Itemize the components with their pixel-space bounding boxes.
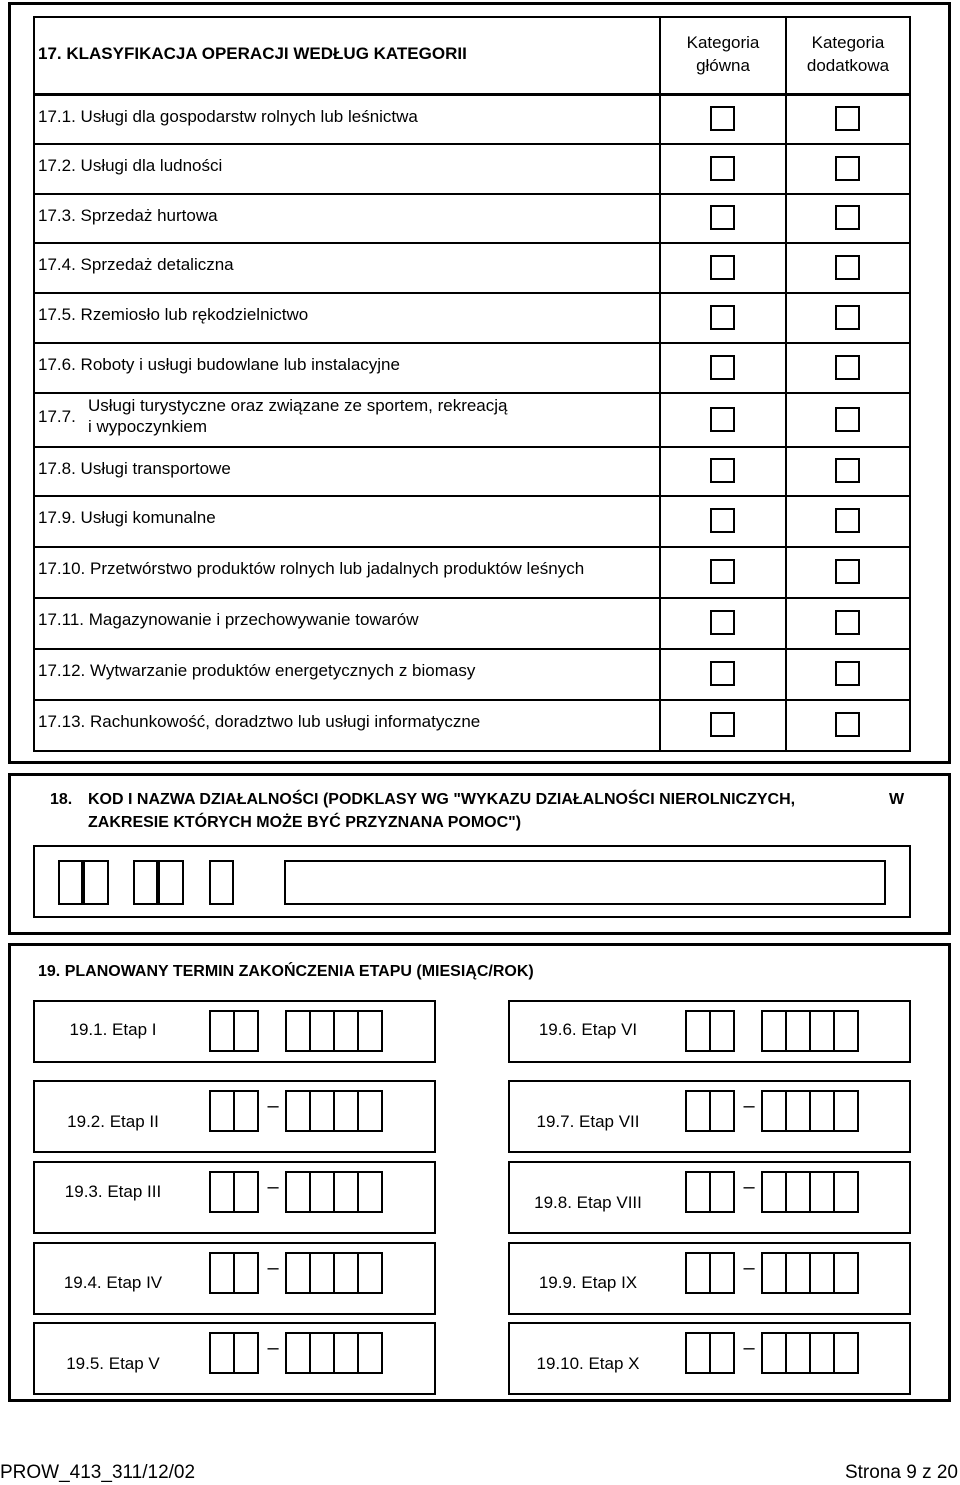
- section-18-title-w: W: [889, 791, 905, 808]
- category-number: 17.10.: [38, 559, 86, 578]
- main-category-checkbox[interactable]: [710, 305, 735, 330]
- month-digit[interactable]: [709, 1171, 735, 1213]
- month-digit[interactable]: [709, 1252, 735, 1294]
- year-digit[interactable]: [761, 1010, 787, 1052]
- additional-category-checkbox[interactable]: [835, 712, 860, 737]
- main-category-checkbox[interactable]: [710, 205, 735, 230]
- year-digit[interactable]: [285, 1332, 311, 1374]
- year-digit[interactable]: [833, 1010, 859, 1052]
- additional-category-checkbox[interactable]: [835, 305, 860, 330]
- additional-category-checkbox[interactable]: [835, 407, 860, 432]
- category-text: Rzemiosło lub rękodzielnictwo: [80, 305, 309, 324]
- main-category-checkbox[interactable]: [710, 559, 735, 584]
- category-number: 17.9.: [38, 508, 76, 527]
- additional-category-checkbox[interactable]: [835, 661, 860, 686]
- year-digit[interactable]: [833, 1332, 859, 1374]
- code-digit-5[interactable]: [209, 860, 234, 905]
- stage-label: 19.1. Etap I: [69, 1020, 157, 1039]
- category-text: Sprzedaż hurtowa: [80, 206, 218, 225]
- stage-label: 19.2. Etap II: [67, 1112, 159, 1131]
- month-digit[interactable]: [209, 1010, 235, 1052]
- month-digit[interactable]: [685, 1010, 711, 1052]
- category-label: [38, 107, 418, 127]
- year-digit[interactable]: [333, 1252, 359, 1294]
- month-digit[interactable]: [709, 1010, 735, 1052]
- month-digit[interactable]: [685, 1090, 711, 1132]
- year-digit[interactable]: [357, 1171, 383, 1213]
- footer-page-number: Strona 9 z 20: [844, 1462, 958, 1483]
- category-label: [38, 712, 480, 732]
- category-number: 17.7.: [38, 407, 76, 426]
- year-digit[interactable]: [309, 1252, 335, 1294]
- year-digit[interactable]: [833, 1171, 859, 1213]
- stage-label: 19.10. Etap X: [536, 1354, 640, 1373]
- year-digit[interactable]: [357, 1332, 383, 1374]
- section-18-title-line1: KOD I NAZWA DZIAŁALNOŚCI (PODKLASY WG "WYKAZU DZIAŁALNOŚCI NIEROLNICZYCH,: [88, 791, 796, 808]
- year-digit[interactable]: [785, 1332, 811, 1374]
- footer-form-code: PROW_413_311/12/02: [0, 1462, 196, 1483]
- category-text: Roboty i usługi budowlane lub instalacyjne: [80, 355, 400, 374]
- main-category-checkbox[interactable]: [710, 407, 735, 432]
- category-text: Wytwarzanie produktów energetycznych z biomasy: [90, 661, 476, 680]
- section-18-number: 18.: [50, 791, 73, 808]
- year-digit[interactable]: [357, 1010, 383, 1052]
- year-digit[interactable]: [785, 1010, 811, 1052]
- year-digit[interactable]: [785, 1171, 811, 1213]
- year-digit[interactable]: [809, 1332, 835, 1374]
- additional-category-checkbox[interactable]: [835, 205, 860, 230]
- year-digit[interactable]: [357, 1090, 383, 1132]
- year-digit[interactable]: [761, 1171, 787, 1213]
- category-text: Usługi transportowe: [80, 459, 231, 478]
- month-digit[interactable]: [233, 1171, 259, 1213]
- month-year-separator: –: [267, 1257, 279, 1279]
- category-text: Magazynowanie i przechowywanie towarów: [88, 610, 419, 629]
- stage-label: 19.3. Etap III: [64, 1182, 162, 1201]
- year-digit[interactable]: [333, 1010, 359, 1052]
- category-number: 17.5.: [38, 305, 76, 324]
- category-label: Usługi turystyczne oraz związane ze sportem, rekreacją: [88, 396, 508, 415]
- category-label: [38, 305, 308, 325]
- additional-category-checkbox[interactable]: [835, 458, 860, 483]
- col-additional-header-line2: dodatkowa: [806, 56, 890, 75]
- section-17-title: 17. KLASYFIKACJA OPERACJI WEDŁUG KATEGORII: [38, 44, 467, 63]
- additional-category-checkbox[interactable]: [835, 559, 860, 584]
- year-digit[interactable]: [761, 1332, 787, 1374]
- year-digit[interactable]: [309, 1171, 335, 1213]
- year-digit[interactable]: [833, 1090, 859, 1132]
- category-text: Sprzedaż detaliczna: [80, 255, 234, 274]
- main-category-checkbox[interactable]: [710, 661, 735, 686]
- main-category-checkbox[interactable]: [710, 458, 735, 483]
- additional-category-checkbox[interactable]: [835, 255, 860, 280]
- category-number: 17.3.: [38, 206, 76, 225]
- section-19-title: 19. PLANOWANY TERMIN ZAKOŃCZENIA ETAPU (MIESIĄC/ROK): [38, 963, 534, 980]
- category-number: 17.2.: [38, 156, 76, 175]
- month-digit[interactable]: [209, 1090, 235, 1132]
- year-digit[interactable]: [333, 1332, 359, 1374]
- year-digit[interactable]: [285, 1090, 311, 1132]
- month-year-separator: –: [743, 1257, 755, 1279]
- year-digit[interactable]: [809, 1171, 835, 1213]
- main-category-checkbox[interactable]: [710, 156, 735, 181]
- additional-category-checkbox[interactable]: [835, 508, 860, 533]
- category-number: 17.4.: [38, 255, 76, 274]
- col-main-header-line2: główna: [696, 56, 750, 75]
- month-digit[interactable]: [233, 1332, 259, 1374]
- month-year-separator: –: [267, 1337, 279, 1359]
- additional-category-checkbox[interactable]: [835, 106, 860, 131]
- category-text: Usługi komunalne: [80, 508, 216, 527]
- year-digit[interactable]: [809, 1090, 835, 1132]
- year-digit[interactable]: [833, 1252, 859, 1294]
- year-digit[interactable]: [333, 1090, 359, 1132]
- col-main-header-line1: Kategoria: [686, 33, 760, 52]
- month-year-separator: –: [743, 1337, 755, 1359]
- year-digit[interactable]: [761, 1090, 787, 1132]
- additional-category-checkbox[interactable]: [835, 610, 860, 635]
- month-digit[interactable]: [685, 1332, 711, 1374]
- section-18-title-line2: ZAKRESIE KTÓRYCH MOŻE BYĆ PRZYZNANA POMOC"): [88, 814, 522, 831]
- category-number: 17.8.: [38, 459, 76, 478]
- category-label: [38, 255, 234, 275]
- year-digit[interactable]: [809, 1010, 835, 1052]
- category-label-line2: i wypoczynkiem: [88, 417, 208, 436]
- month-digit[interactable]: [233, 1090, 259, 1132]
- year-digit[interactable]: [309, 1090, 335, 1132]
- main-category-checkbox[interactable]: [710, 106, 735, 131]
- category-text: Usługi dla gospodarstw rolnych lub leśnictwa: [80, 107, 418, 126]
- month-digit[interactable]: [209, 1332, 235, 1374]
- stage-label: 19.5. Etap V: [66, 1354, 160, 1373]
- month-digit[interactable]: [709, 1332, 735, 1374]
- category-number: 17.6.: [38, 355, 76, 374]
- category-label: [38, 661, 475, 681]
- stage-label: 19.6. Etap VI: [538, 1020, 638, 1039]
- main-category-checkbox[interactable]: [710, 355, 735, 380]
- month-year-separator: –: [267, 1176, 279, 1198]
- year-digit[interactable]: [809, 1252, 835, 1294]
- category-label: [38, 206, 218, 226]
- category-label: [38, 559, 584, 579]
- year-digit[interactable]: [357, 1252, 383, 1294]
- category-label: [38, 610, 419, 630]
- code-digit-1[interactable]: [58, 860, 83, 905]
- stage-label: 19.4. Etap IV: [63, 1273, 163, 1292]
- year-digit[interactable]: [309, 1332, 335, 1374]
- month-digit[interactable]: [685, 1171, 711, 1213]
- category-text: Przetwórstwo produktów rolnych lub jadalnych produktów leśnych: [90, 559, 585, 578]
- year-digit[interactable]: [309, 1010, 335, 1052]
- year-digit[interactable]: [785, 1090, 811, 1132]
- category-number: 17.11.: [38, 610, 85, 629]
- stage-label: 19.9. Etap IX: [538, 1273, 638, 1292]
- category-label: [38, 156, 222, 176]
- stage-label: 19.8. Etap VIII: [534, 1193, 642, 1212]
- category-text: Rachunkowość, doradztwo lub usługi informatyczne: [90, 712, 481, 731]
- month-digit[interactable]: [209, 1171, 235, 1213]
- month-digit[interactable]: [685, 1252, 711, 1294]
- year-digit[interactable]: [285, 1010, 311, 1052]
- code-digit-3[interactable]: [133, 860, 158, 905]
- month-digit[interactable]: [209, 1252, 235, 1294]
- month-year-separator: –: [743, 1176, 755, 1198]
- month-digit[interactable]: [709, 1090, 735, 1132]
- main-category-checkbox[interactable]: [710, 712, 735, 737]
- category-text: Usługi dla ludności: [80, 156, 223, 175]
- month-digit[interactable]: [233, 1010, 259, 1052]
- activity-name-field[interactable]: [284, 860, 886, 905]
- category-label: [38, 459, 231, 479]
- year-digit[interactable]: [785, 1252, 811, 1294]
- month-digit[interactable]: [233, 1252, 259, 1294]
- additional-category-checkbox[interactable]: [835, 156, 860, 181]
- year-digit[interactable]: [761, 1252, 787, 1294]
- category-number: 17.13.: [38, 712, 86, 731]
- category-label: [38, 508, 216, 528]
- main-category-checkbox[interactable]: [710, 508, 735, 533]
- additional-category-checkbox[interactable]: [835, 355, 860, 380]
- month-year-separator: –: [267, 1095, 279, 1117]
- year-digit[interactable]: [333, 1171, 359, 1213]
- category-number: 17.1.: [38, 107, 76, 126]
- year-digit[interactable]: [285, 1252, 311, 1294]
- code-digit-4[interactable]: [158, 860, 184, 905]
- category-number: 17.12.: [38, 661, 86, 680]
- category-label: [38, 355, 400, 375]
- month-year-separator: –: [743, 1095, 755, 1117]
- code-digit-2[interactable]: [83, 860, 109, 905]
- col-additional-header-line1: Kategoria: [811, 33, 885, 52]
- stage-label: 19.7. Etap VII: [536, 1112, 640, 1131]
- main-category-checkbox[interactable]: [710, 255, 735, 280]
- year-digit[interactable]: [285, 1171, 311, 1213]
- main-category-checkbox[interactable]: [710, 610, 735, 635]
